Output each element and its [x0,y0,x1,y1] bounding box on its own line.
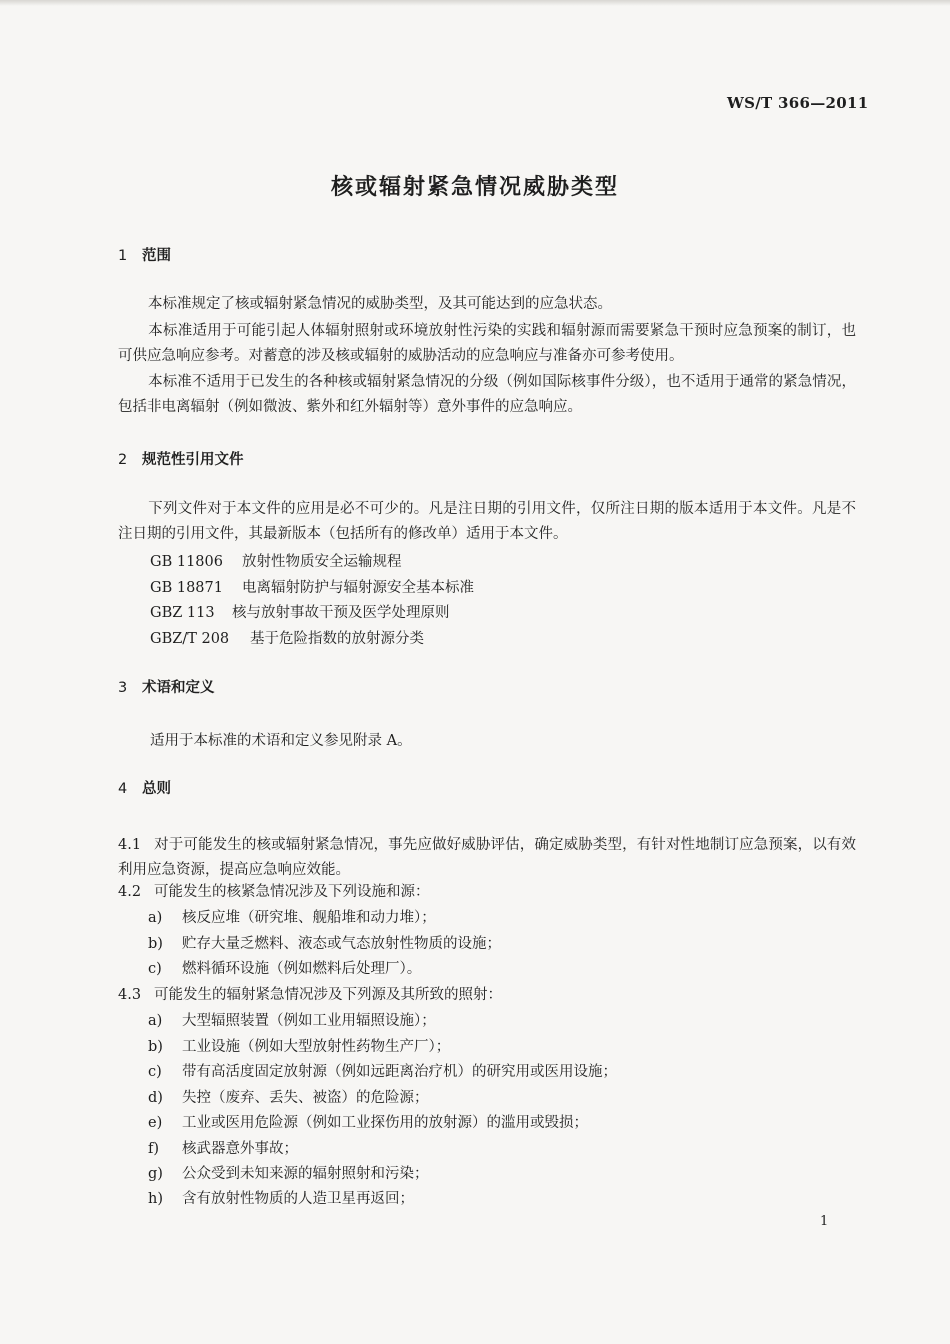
section-1-paragraph-1: 本标准规定了核或辐射紧急情况的威胁类型，及其可能达到的应急状态。 [148,296,612,312]
section-3-heading [118,676,215,697]
list-item [148,906,436,927]
item-label: f) [148,1141,160,1157]
item-text: 含有放射性物质的人造卫星再返回； [182,1191,414,1207]
clause-4-1 [118,833,856,883]
list-item [148,1035,450,1056]
item-label: c) [148,1064,162,1080]
clause-4-2 [118,880,430,901]
reference-title: 电离辐射防护与辐射源安全基本标准 [242,580,474,596]
list-item [148,1137,298,1158]
section-title: 规范性引用文件 [142,452,244,468]
scan-edge [0,0,950,6]
clause-text: 可能发生的核紧急情况涉及下列设施和源： [154,884,430,900]
page-number: 1 [820,1214,829,1229]
item-text: 工业设施（例如大型放射性药物生产厂）； [182,1039,451,1055]
section-number: 3 [118,680,128,696]
item-label: b) [148,936,163,952]
clause-number: 4.3 [118,987,142,1003]
item-label: c) [148,961,162,977]
clause-text: 对于可能发生的核或辐射紧急情况，事先应做好威胁评估，确定威胁类型，有针对性地制订应急预案，以有效利用应急资源，提高应急响应效能。 [118,837,856,878]
clause-text: 可能发生的辐射紧急情况涉及下列源及其所致的照射： [154,987,502,1003]
reference-item [150,550,402,571]
item-text: 贮存大量乏燃料、液态或气态放射性物质的设施； [182,936,501,952]
section-1-paragraph-3: 本标准不适用于已发生的各种核或辐射紧急情况的分级（例如国际核事件分级），也不适用于通常的紧急情况，包括非电离辐射（例如微波、紫外和红外辐射等）意外事件的应急响应。 [118,374,856,415]
item-text: 核武器意外事故； [182,1141,298,1157]
item-text: 失控（废弃、丢失、被盗）的危险源； [182,1090,429,1106]
section-1-heading [118,244,171,265]
section-title: 术语和定义 [142,680,215,696]
clause-number: 4.2 [118,884,142,900]
section-number: 2 [118,452,128,468]
item-label: g) [148,1166,163,1182]
list-item [148,1086,429,1107]
section-3-paragraph: 适用于本标准的术语和定义参见附录 A。 [150,733,412,749]
section-2-paragraph: 下列文件对于本文件的应用是必不可少的。凡是注日期的引用文件，仅所注日期的版本适用于本文件。凡是不注日期的引用文件，其最新版本（包括所有的修改单）适用于本文件。 [118,501,856,542]
section-title: 范围 [142,248,171,264]
item-label: d) [148,1090,163,1106]
document-title: 核或辐射紧急情况威胁类型 [330,175,619,200]
list-item [148,1060,617,1081]
list-item [148,1187,414,1208]
item-label: h) [148,1191,163,1207]
list-item [148,1162,429,1183]
list-item [148,932,501,953]
section-2-heading [118,448,244,469]
reference-item [150,627,424,648]
section-number: 4 [118,781,128,797]
reference-code: GBZ/T 208 [150,631,230,647]
reference-title: 基于危险指数的放射源分类 [250,631,424,647]
reference-code: GB 11806 [150,554,223,570]
standard-code: WS/T 366—2011 [727,94,869,112]
item-text: 大型辐照装置（例如工业用辐照设施）； [182,1013,436,1029]
section-number: 1 [118,248,128,264]
section-title: 总则 [142,781,171,797]
section-4-heading [118,777,171,798]
item-label: a) [148,910,163,926]
item-text: 核反应堆（研究堆、舰船堆和动力堆）； [182,910,436,926]
list-item [148,1009,436,1030]
reference-code: GBZ 113 [150,605,215,621]
item-label: b) [148,1039,163,1055]
item-text: 工业或医用危险源（例如工业探伤用的放射源）的滥用或毁损； [182,1115,588,1131]
section-1-paragraph-2: 本标准适用于可能引起人体辐射照射或环境放射性污染的实践和辐射源而需要紧急干预时应急预案的制订，也可供应急响应参考。对蓄意的涉及核或辐射的威胁活动的应急响应与准备亦可参考使用。 [118,323,856,364]
reference-item [150,601,450,622]
clause-4-3 [118,983,502,1004]
item-text: 带有高活度固定放射源（例如远距离治疗机）的研究用或医用设施； [182,1064,617,1080]
item-text: 燃料循环设施（例如燃料后处理厂）。 [182,961,422,977]
clause-number: 4.1 [118,837,142,853]
list-item [148,1111,588,1132]
item-label: a) [148,1013,163,1029]
list-item [148,957,421,978]
reference-title: 放射性物质安全运输规程 [242,554,402,570]
item-label: e) [148,1115,163,1131]
item-text: 公众受到未知来源的辐射照射和污染； [182,1166,429,1182]
reference-item [150,576,474,597]
reference-code: GB 18871 [150,580,223,596]
reference-title: 核与放射事故干预及医学处理原则 [232,605,450,621]
